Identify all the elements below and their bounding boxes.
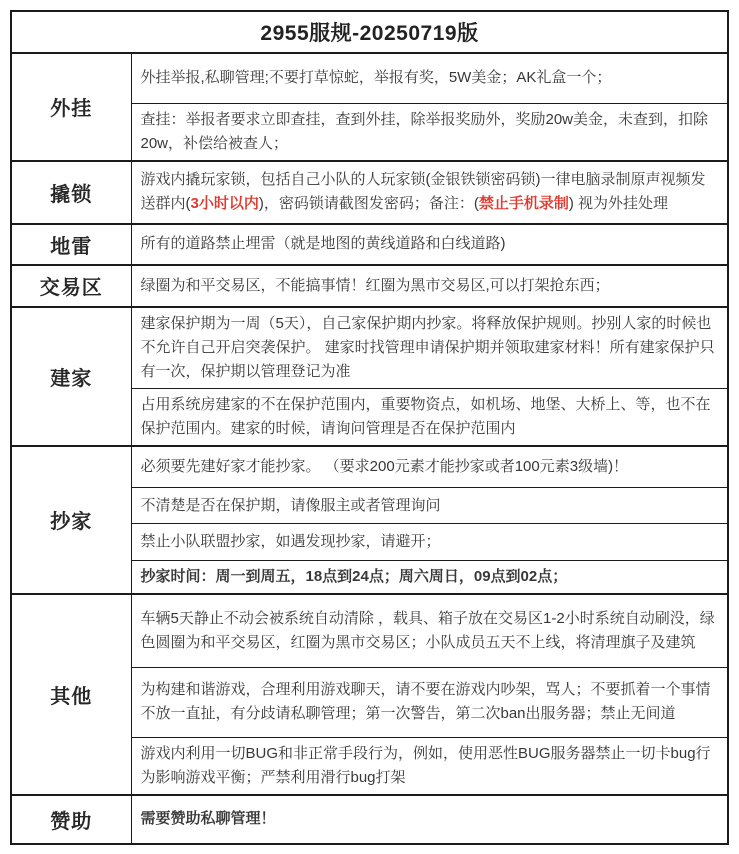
rule-text: 游戏内利用一切BUG和非正常手段行为，例如，使用恶性BUG服务器禁止一切卡bug行为影响游戏平衡；严禁利用滑行bug打架: [140, 744, 711, 786]
rule-cell: [131, 161, 728, 224]
category-cell: 外挂: [11, 53, 131, 161]
rule-text: 游戏内撬玩家锁，包括自己小队的人玩家锁(金银铁锁密码锁)一律电脑录制原声视频发送群内(: [140, 171, 706, 212]
rule-cell: [131, 265, 728, 307]
category-cell: 抄家: [11, 446, 131, 595]
rules-table-body: [11, 11, 728, 844]
table-row: [11, 594, 728, 667]
category-cell: 交易区: [11, 265, 131, 307]
rule-text: )，密码锁请截图发密码；备注：(: [258, 195, 479, 212]
rule-text: 建家保护期为一周（5天），自己家保护期内抄家。将释放保护规则。抄别人家的时候也不允许自己开启突袭保护。 建家时找管理申请保护期并领取建家材料！所有建家保护只有一次，保护期以管理登记为准: [140, 314, 715, 380]
table-row: [11, 446, 728, 488]
rule-text: 占用系统房建家的不在保护范围内，重要物资点，如机场、地堡、大桥上、等，也不在保护范围内。建家的时候，请询问管理是否在保护范围内: [140, 395, 711, 437]
category-cell: 赞助: [11, 795, 131, 844]
rule-text: 所有的道路禁止埋雷（就是地图的黄线道路和白线道路): [140, 235, 506, 252]
rule-cell: [131, 307, 728, 389]
rule-text: ) 视为外挂处理: [568, 195, 669, 212]
table-row: [11, 307, 728, 389]
rule-cell: [131, 561, 728, 595]
rule-cell: [131, 488, 728, 524]
category-cell: 其他: [11, 594, 131, 795]
rule-text: 查挂：举报者要求立即查挂，查到外挂，除举报奖励外，奖励20w美金，未查到，扣除20w，补偿给被查人；: [140, 110, 709, 152]
rule-cell: [131, 524, 728, 561]
rule-text-highlight: 禁止手机录制: [478, 195, 569, 212]
table-row: [11, 224, 728, 265]
rule-cell: [131, 388, 728, 446]
rule-cell: [131, 224, 728, 265]
rule-cell: [131, 795, 728, 844]
rule-cell: [131, 667, 728, 737]
rule-text: 不清楚是否在保护期，请像服主或者管理询问: [140, 496, 441, 514]
table-row: [11, 795, 728, 844]
rules-table: [10, 10, 729, 845]
rule-text: 车辆5天静止不动会被系统自动清除 ，载具、箱子放在交易区1-2小时系统自动刷没，绿色圆圈为和平交易区，红圈为黑市交易区；小队成员五天不上线，将清理旗子及建筑: [140, 609, 715, 651]
rule-cell: [131, 53, 728, 103]
rule-text: 为构建和谐游戏，合理利用游戏聊天，请不要在游戏内吵架，骂人；不要抓着一个事情不放一直扯，有分歧请私聊管理；第一次警告，第二次ban出服务器；禁止无间道: [140, 681, 711, 722]
rule-cell: [131, 446, 728, 488]
rule-text: 必须要先建好家才能抄家。 （要求200元素才能抄家或者100元素3级墙)！: [140, 457, 629, 475]
category-cell: 地雷: [11, 224, 131, 265]
title-row: [11, 11, 728, 53]
rule-text: 外挂举报,私聊管理;不要打草惊蛇，举报有奖，5W美金；AK礼盒一个；: [140, 69, 612, 87]
rule-text: 禁止小队联盟抄家，如遇发现抄家，请避开；: [140, 533, 441, 550]
rule-cell: [131, 594, 728, 667]
document-title: 2955服规-20250719版: [11, 11, 728, 53]
rule-cell: [131, 737, 728, 795]
rule-text: 绿圈为和平交易区，不能搞事情！红圈为黑市交易区,可以打架抢东西；: [140, 276, 610, 294]
category-cell: 撬锁: [11, 161, 131, 224]
rule-text: 需要赞助私聊管理！: [140, 810, 276, 827]
rule-text: 抄家时间：周一到周五，18点到24点；周六周日，09点到02点；: [140, 568, 568, 585]
table-row: [11, 53, 728, 103]
table-row: [11, 161, 728, 224]
rules-document: [10, 10, 729, 845]
rule-text-highlight: 3小时以内: [190, 195, 259, 212]
table-row: [11, 265, 728, 307]
category-cell: 建家: [11, 307, 131, 446]
rule-cell: [131, 103, 728, 161]
